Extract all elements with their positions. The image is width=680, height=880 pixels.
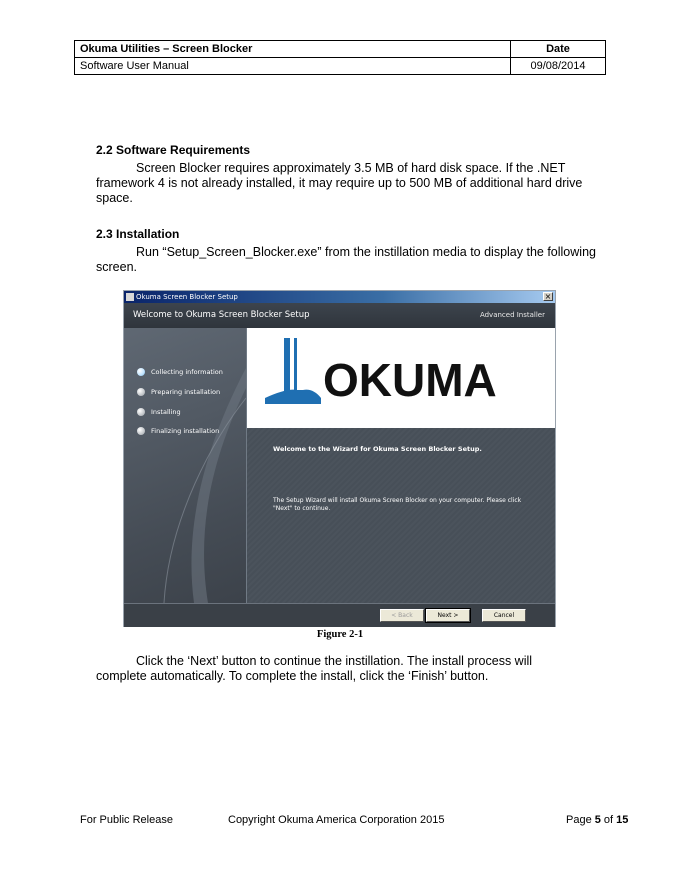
okuma-logo-panel [247, 328, 555, 428]
installer-banner [124, 303, 555, 329]
step-label: Collecting information [151, 368, 223, 376]
page-prefix: Page [566, 814, 595, 826]
document-subtitle: Software User Manual [75, 58, 511, 75]
date-value: 09/08/2014 [511, 58, 606, 75]
section-body-requirements: Screen Blocker requires approximately 3.5 MB of hard disk space. If the .NET framework 4 is not already installed, it may require up to 500 MB of additional hard drive space. [96, 161, 583, 205]
close-icon[interactable]: × [544, 292, 552, 301]
installer-screenshot [123, 290, 556, 627]
step-indicator-icon [137, 368, 145, 376]
cancel-button[interactable]: Cancel [482, 609, 526, 622]
advanced-installer-label: Advanced Installer [479, 311, 545, 319]
step-finalizing-installation [137, 426, 219, 436]
step-indicator-icon [137, 408, 145, 416]
step-preparing-installation [137, 387, 220, 397]
setup-description: The Setup Wizard will install Okuma Screen Blocker on your computer. Please click "Next" to continue. [273, 497, 522, 512]
banner-title: Welcome to Okuma Screen Blocker Setup [133, 310, 310, 320]
step-label: Installing [151, 408, 181, 416]
installer-button-bar [124, 603, 555, 627]
welcome-message: Welcome to the Wizard for Okuma Screen Blocker Setup. [273, 445, 482, 453]
page-number [566, 814, 628, 826]
document-title: Okuma Utilities – Screen Blocker [75, 41, 511, 58]
step-collecting-information [137, 367, 223, 377]
okuma-logo-text: OKUMA [323, 354, 497, 406]
step-installing [137, 407, 181, 417]
date-label: Date [511, 41, 606, 58]
step-label: Finalizing installation [151, 427, 220, 435]
installer-window-title: Okuma Screen Blocker Setup [136, 293, 238, 301]
okuma-logo [247, 328, 555, 428]
section-heading-installation: 2.3 Installation [96, 227, 180, 241]
back-button[interactable]: < Back [380, 609, 424, 622]
closing-paragraph: Click the ‘Next’ button to continue the instillation. The install process will complete automatically. To complete the install, click the ‘Finish’ button. [96, 654, 533, 683]
installer-steps-sidebar [124, 328, 247, 603]
copyright-notice: Copyright Okuma America Corporation 2015 [228, 814, 445, 826]
page-total: 15 [616, 814, 629, 826]
page-of: of [600, 814, 617, 826]
document-header-table [74, 40, 606, 75]
step-label: Preparing installation [151, 388, 221, 396]
installer-content-area [247, 428, 555, 603]
window-icon [126, 293, 134, 301]
step-indicator-icon [137, 388, 145, 396]
next-button[interactable]: Next > [426, 609, 470, 622]
release-label: For Public Release [80, 814, 173, 826]
installer-titlebar [124, 291, 555, 303]
figure-caption: Figure 2-1 [316, 629, 364, 640]
section-body-installation: Run “Setup_Screen_Blocker.exe” from the instillation media to display the following screen. [96, 245, 596, 274]
page-current: 5 [594, 814, 601, 826]
section-heading-requirements: 2.2 Software Requirements [96, 143, 251, 157]
step-indicator-icon [137, 427, 145, 435]
